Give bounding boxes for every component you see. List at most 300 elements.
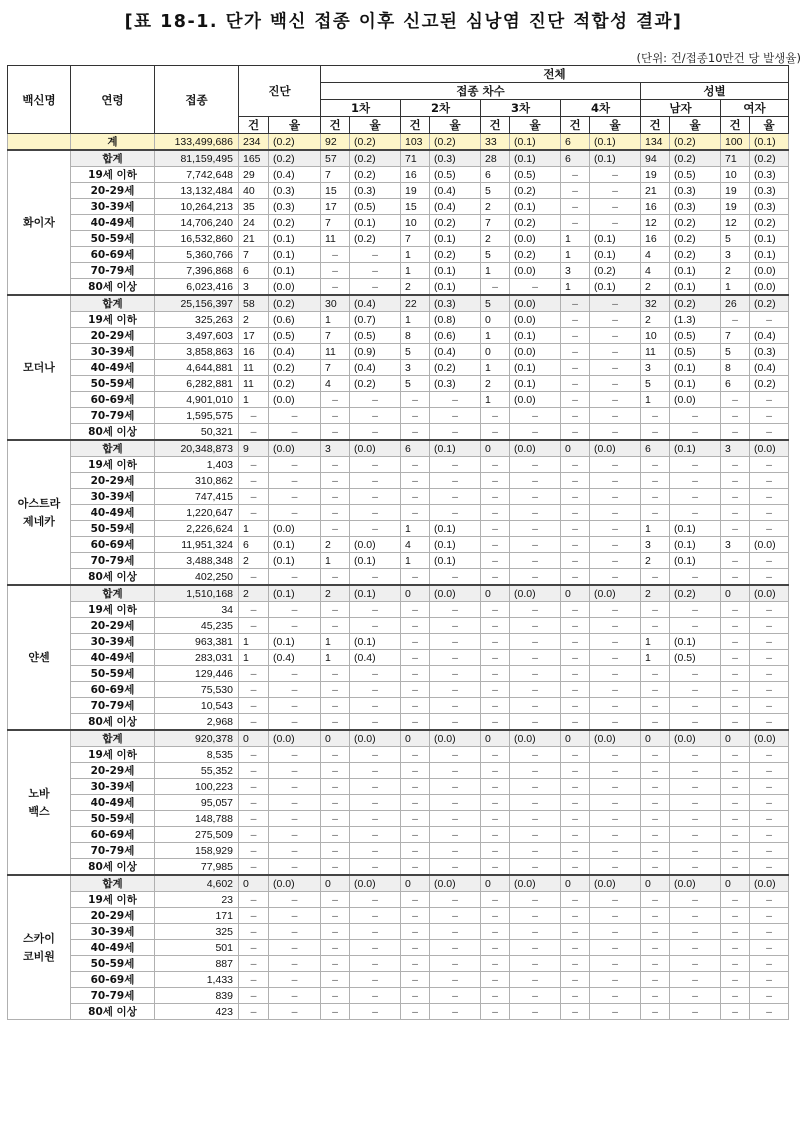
grand-total-row xyxy=(8,134,789,151)
count-cell: – xyxy=(641,940,670,956)
count-cell: 1 xyxy=(481,360,510,376)
doses-cell: 16,532,860 xyxy=(155,231,239,247)
count-cell: 1 xyxy=(239,392,269,408)
count-cell: – xyxy=(321,843,350,859)
count-cell: – xyxy=(481,714,510,731)
rate-cell: – xyxy=(269,892,321,908)
table-row xyxy=(8,666,789,682)
age-cell: 40-49세 xyxy=(71,505,155,521)
pericarditis-table xyxy=(7,65,789,1020)
count-cell: 2 xyxy=(641,279,670,296)
count-cell: – xyxy=(721,859,750,876)
rate-cell: – xyxy=(350,908,401,924)
count-cell: 16 xyxy=(641,231,670,247)
count-cell: – xyxy=(721,714,750,731)
count-cell: – xyxy=(321,940,350,956)
rate-cell: – xyxy=(590,602,641,618)
header-rate: 율 xyxy=(670,117,721,134)
subtotal-row xyxy=(8,295,789,312)
rate-cell: (0.3) xyxy=(269,183,321,199)
rate-cell: (0.1) xyxy=(350,585,401,602)
rate-cell: – xyxy=(269,489,321,505)
rate-cell: – xyxy=(430,811,481,827)
vaccine-name xyxy=(8,585,71,730)
table-row xyxy=(8,1004,789,1020)
count-cell: – xyxy=(721,569,750,586)
rate-cell: (0.4) xyxy=(430,199,481,215)
rate-cell: – xyxy=(350,682,401,698)
doses-cell: 158,929 xyxy=(155,843,239,859)
count-cell: 17 xyxy=(239,328,269,344)
rate-cell: (0.1) xyxy=(510,376,561,392)
doses-cell: 920,378 xyxy=(155,730,239,747)
count-cell: – xyxy=(321,827,350,843)
rate-cell: – xyxy=(590,988,641,1004)
count-cell: 35 xyxy=(239,199,269,215)
count-cell: 0 xyxy=(321,875,350,892)
age-cell: 19세 이하 xyxy=(71,602,155,618)
count-cell: 2 xyxy=(641,312,670,328)
rate-cell: (0.1) xyxy=(430,263,481,279)
rate-cell: – xyxy=(590,908,641,924)
count-cell: – xyxy=(561,376,590,392)
rate-cell: – xyxy=(350,602,401,618)
count-cell: 19 xyxy=(721,183,750,199)
count-cell: – xyxy=(239,988,269,1004)
age-cell: 80세 이상 xyxy=(71,1004,155,1020)
rate-cell: – xyxy=(670,666,721,682)
rate-cell: (0.4) xyxy=(269,344,321,360)
header-second-dose: 2차 xyxy=(401,100,481,117)
count-cell: – xyxy=(481,602,510,618)
rate-cell: (0.0) xyxy=(510,392,561,408)
rate-cell: – xyxy=(670,779,721,795)
doses-cell: 6,282,881 xyxy=(155,376,239,392)
table-row xyxy=(8,908,789,924)
rate-cell: (0.0) xyxy=(350,730,401,747)
count-cell: 2 xyxy=(481,231,510,247)
age-cell: 20-29세 xyxy=(71,763,155,779)
header-count: 건 xyxy=(561,117,590,134)
doses-cell: 133,499,686 xyxy=(155,134,239,151)
rate-cell: (0.1) xyxy=(590,279,641,296)
count-cell: – xyxy=(721,424,750,441)
rate-cell: (0.1) xyxy=(430,537,481,553)
rate-cell: (0.4) xyxy=(430,344,481,360)
rate-cell: – xyxy=(430,859,481,876)
rate-cell: (0.1) xyxy=(269,585,321,602)
count-cell: – xyxy=(641,892,670,908)
count-cell: – xyxy=(721,811,750,827)
rate-cell: – xyxy=(590,489,641,505)
count-cell: – xyxy=(721,795,750,811)
count-cell: 6 xyxy=(641,440,670,457)
doses-cell: 887 xyxy=(155,956,239,972)
count-cell: – xyxy=(561,795,590,811)
rate-cell: – xyxy=(670,859,721,876)
rate-cell: – xyxy=(510,666,561,682)
count-cell: – xyxy=(481,424,510,441)
count-cell: – xyxy=(481,763,510,779)
count-cell: 0 xyxy=(481,312,510,328)
table-row xyxy=(8,473,789,489)
count-cell: – xyxy=(561,779,590,795)
age-cell: 70-79세 xyxy=(71,553,155,569)
count-cell: 1 xyxy=(561,279,590,296)
count-cell: 1 xyxy=(321,634,350,650)
rate-cell: – xyxy=(750,763,789,779)
count-cell: – xyxy=(561,457,590,473)
rate-cell: – xyxy=(350,618,401,634)
table-row xyxy=(8,827,789,843)
table-row xyxy=(8,312,789,328)
rate-cell: (0.0) xyxy=(750,730,789,747)
header-sex: 성별 xyxy=(641,83,789,100)
rate-cell: – xyxy=(670,763,721,779)
count-cell: – xyxy=(561,988,590,1004)
rate-cell: – xyxy=(750,827,789,843)
count-cell: – xyxy=(561,167,590,183)
rate-cell: – xyxy=(430,602,481,618)
count-cell: – xyxy=(561,360,590,376)
age-cell: 50-59세 xyxy=(71,666,155,682)
count-cell: – xyxy=(239,666,269,682)
count-cell: 1 xyxy=(321,650,350,666)
rate-cell: – xyxy=(430,489,481,505)
count-cell: 1 xyxy=(641,634,670,650)
count-cell: – xyxy=(561,489,590,505)
count-cell: – xyxy=(641,457,670,473)
doses-cell: 325 xyxy=(155,924,239,940)
rate-cell: (0.4) xyxy=(750,360,789,376)
rate-cell: – xyxy=(269,618,321,634)
rate-cell: (0.1) xyxy=(350,215,401,231)
count-cell: 1 xyxy=(641,392,670,408)
age-cell: 50-59세 xyxy=(71,956,155,972)
count-cell: – xyxy=(239,940,269,956)
rate-cell: – xyxy=(590,843,641,859)
count-cell: – xyxy=(401,505,430,521)
count-cell: – xyxy=(239,956,269,972)
rate-cell: – xyxy=(350,972,401,988)
rate-cell: – xyxy=(350,811,401,827)
rate-cell: (0.0) xyxy=(510,231,561,247)
rate-cell: – xyxy=(510,408,561,424)
count-cell: – xyxy=(239,795,269,811)
rate-cell: – xyxy=(269,424,321,441)
rate-cell: – xyxy=(590,859,641,876)
header-count: 건 xyxy=(641,117,670,134)
rate-cell: – xyxy=(510,537,561,553)
rate-cell: – xyxy=(510,956,561,972)
count-cell: – xyxy=(641,859,670,876)
rate-cell: – xyxy=(510,682,561,698)
rate-cell: (0.4) xyxy=(750,328,789,344)
count-cell: – xyxy=(401,859,430,876)
rate-cell: (0.0) xyxy=(430,585,481,602)
vaccine-name-line: 아스트라 xyxy=(17,496,61,510)
table-row xyxy=(8,505,789,521)
rate-cell: – xyxy=(510,714,561,731)
rate-cell: (0.1) xyxy=(510,199,561,215)
count-cell: – xyxy=(321,795,350,811)
count-cell: – xyxy=(401,843,430,859)
rate-cell: – xyxy=(750,392,789,408)
rate-cell: – xyxy=(269,795,321,811)
count-cell: – xyxy=(401,972,430,988)
rate-cell: (0.2) xyxy=(670,231,721,247)
count-cell: 2 xyxy=(401,279,430,296)
rate-cell: – xyxy=(590,747,641,763)
rate-cell: (0.1) xyxy=(670,263,721,279)
doses-cell: 402,250 xyxy=(155,569,239,586)
rate-cell: (0.1) xyxy=(269,231,321,247)
rate-cell: – xyxy=(670,843,721,859)
count-cell: 5 xyxy=(481,247,510,263)
rate-cell: (0.3) xyxy=(430,376,481,392)
count-cell: – xyxy=(401,827,430,843)
table-row xyxy=(8,795,789,811)
header-rate: 율 xyxy=(430,117,481,134)
rate-cell: – xyxy=(510,473,561,489)
rate-cell: (0.0) xyxy=(510,875,561,892)
age-cell: 30-39세 xyxy=(71,199,155,215)
rate-cell: (0.1) xyxy=(510,134,561,151)
rate-cell: – xyxy=(510,1004,561,1020)
count-cell: – xyxy=(721,763,750,779)
count-cell: – xyxy=(641,682,670,698)
count-cell: – xyxy=(481,988,510,1004)
rate-cell: (0.0) xyxy=(510,730,561,747)
rate-cell: – xyxy=(269,714,321,731)
rate-cell: (0.0) xyxy=(510,312,561,328)
rate-cell: – xyxy=(670,569,721,586)
subtotal-row xyxy=(8,730,789,747)
count-cell: 3 xyxy=(321,440,350,457)
rate-cell: – xyxy=(590,924,641,940)
table-row xyxy=(8,747,789,763)
rate-cell: – xyxy=(430,972,481,988)
doses-cell: 20,348,873 xyxy=(155,440,239,457)
count-cell: – xyxy=(721,843,750,859)
vaccine-name-line: 스카이 xyxy=(23,931,55,945)
count-cell: – xyxy=(641,924,670,940)
count-cell: – xyxy=(561,618,590,634)
count-cell: – xyxy=(401,956,430,972)
count-cell: – xyxy=(561,843,590,859)
count-cell: 2 xyxy=(481,199,510,215)
count-cell: – xyxy=(721,618,750,634)
rate-cell: – xyxy=(510,843,561,859)
rate-cell: – xyxy=(750,956,789,972)
header-count: 건 xyxy=(481,117,510,134)
count-cell: 12 xyxy=(721,215,750,231)
count-cell: 8 xyxy=(721,360,750,376)
count-cell: – xyxy=(401,747,430,763)
count-cell: 58 xyxy=(239,295,269,312)
age-cell: 60-69세 xyxy=(71,972,155,988)
rate-cell: – xyxy=(750,859,789,876)
rate-cell: – xyxy=(350,843,401,859)
count-cell: 9 xyxy=(239,440,269,457)
count-cell: 0 xyxy=(641,875,670,892)
count-cell: 1 xyxy=(641,650,670,666)
table-row xyxy=(8,569,789,586)
count-cell: – xyxy=(481,505,510,521)
count-cell: 5 xyxy=(641,376,670,392)
count-cell: 7 xyxy=(239,247,269,263)
rate-cell: (0.1) xyxy=(590,231,641,247)
count-cell: – xyxy=(641,795,670,811)
rate-cell: – xyxy=(590,183,641,199)
age-cell: 30-39세 xyxy=(71,924,155,940)
table-row xyxy=(8,956,789,972)
doses-cell: 6,023,416 xyxy=(155,279,239,296)
rate-cell: (0.0) xyxy=(269,730,321,747)
rate-cell: – xyxy=(590,344,641,360)
rate-cell: (0.2) xyxy=(750,150,789,167)
header-dose-order: 접종 차수 xyxy=(321,83,641,100)
count-cell: 3 xyxy=(239,279,269,296)
rate-cell: – xyxy=(590,360,641,376)
rate-cell: – xyxy=(350,505,401,521)
count-cell: – xyxy=(561,827,590,843)
count-cell: 4 xyxy=(641,263,670,279)
age-cell: 60-69세 xyxy=(71,392,155,408)
rate-cell: – xyxy=(269,988,321,1004)
count-cell: – xyxy=(321,263,350,279)
rate-cell: – xyxy=(350,521,401,537)
count-cell: – xyxy=(561,569,590,586)
count-cell: – xyxy=(641,843,670,859)
count-cell: – xyxy=(641,505,670,521)
count-cell: – xyxy=(401,457,430,473)
count-cell: 94 xyxy=(641,150,670,167)
count-cell: 6 xyxy=(401,440,430,457)
table-row xyxy=(8,843,789,859)
rate-cell: – xyxy=(590,553,641,569)
count-cell: 1 xyxy=(401,521,430,537)
rate-cell: – xyxy=(590,569,641,586)
rate-cell: (0.3) xyxy=(430,295,481,312)
age-cell: 50-59세 xyxy=(71,521,155,537)
count-cell: 0 xyxy=(239,875,269,892)
grand-total-spacer xyxy=(8,134,71,151)
rate-cell: – xyxy=(350,392,401,408)
rate-cell: – xyxy=(510,988,561,1004)
table-row xyxy=(8,279,789,296)
rate-cell: – xyxy=(269,408,321,424)
doses-cell: 1,403 xyxy=(155,457,239,473)
rate-cell: (0.0) xyxy=(750,440,789,457)
count-cell: 0 xyxy=(401,730,430,747)
rate-cell: (0.4) xyxy=(350,650,401,666)
doses-cell: 77,985 xyxy=(155,859,239,876)
rate-cell: (0.5) xyxy=(670,344,721,360)
rate-cell: (0.2) xyxy=(430,247,481,263)
rate-cell: – xyxy=(670,457,721,473)
count-cell: – xyxy=(321,972,350,988)
count-cell: – xyxy=(721,924,750,940)
header-diagnosis: 진단 xyxy=(239,66,321,117)
age-cell: 20-29세 xyxy=(71,618,155,634)
rate-cell: (0.0) xyxy=(350,440,401,457)
rate-cell: (0.4) xyxy=(269,650,321,666)
count-cell: 6 xyxy=(721,376,750,392)
count-cell: 11 xyxy=(239,360,269,376)
rate-cell: – xyxy=(430,682,481,698)
rate-cell: (0.0) xyxy=(510,585,561,602)
header-count: 건 xyxy=(321,117,350,134)
count-cell: 5 xyxy=(481,295,510,312)
count-cell: – xyxy=(721,473,750,489)
count-cell: – xyxy=(401,602,430,618)
rate-cell: (0.1) xyxy=(269,247,321,263)
rate-cell: (0.5) xyxy=(670,167,721,183)
rate-cell: (0.2) xyxy=(590,263,641,279)
vaccine-name-line: 제네카 xyxy=(23,514,55,528)
count-cell: – xyxy=(401,795,430,811)
count-cell: 10 xyxy=(721,167,750,183)
count-cell: – xyxy=(481,408,510,424)
rate-cell: – xyxy=(510,457,561,473)
count-cell: 5 xyxy=(721,344,750,360)
rate-cell: – xyxy=(350,747,401,763)
rate-cell: (0.2) xyxy=(350,150,401,167)
count-cell: 17 xyxy=(321,199,350,215)
vaccine-name xyxy=(8,875,71,1020)
rate-cell: – xyxy=(269,666,321,682)
count-cell: – xyxy=(561,811,590,827)
doses-cell: 4,644,881 xyxy=(155,360,239,376)
rate-cell: – xyxy=(430,424,481,441)
count-cell: – xyxy=(641,908,670,924)
rate-cell: (0.1) xyxy=(510,328,561,344)
rate-cell: (0.2) xyxy=(750,376,789,392)
rate-cell: – xyxy=(510,763,561,779)
rate-cell: (0.4) xyxy=(350,295,401,312)
count-cell: 11 xyxy=(239,376,269,392)
rate-cell: – xyxy=(590,408,641,424)
count-cell: 6 xyxy=(561,134,590,151)
count-cell: – xyxy=(561,295,590,312)
rate-cell: – xyxy=(590,295,641,312)
count-cell: – xyxy=(561,328,590,344)
rate-cell: (0.2) xyxy=(269,150,321,167)
rate-cell: (0.5) xyxy=(670,650,721,666)
rate-cell: (0.8) xyxy=(430,312,481,328)
count-cell: – xyxy=(561,553,590,569)
count-cell: – xyxy=(481,537,510,553)
rate-cell: (0.2) xyxy=(269,295,321,312)
rate-cell: – xyxy=(750,843,789,859)
rate-cell: – xyxy=(350,779,401,795)
rate-cell: – xyxy=(350,795,401,811)
rate-cell: – xyxy=(269,505,321,521)
count-cell: – xyxy=(321,473,350,489)
rate-cell: (0.1) xyxy=(269,537,321,553)
count-cell: – xyxy=(561,183,590,199)
count-cell: – xyxy=(721,908,750,924)
doses-cell: 283,031 xyxy=(155,650,239,666)
table-row xyxy=(8,811,789,827)
header-count: 건 xyxy=(401,117,430,134)
rate-cell: (0.0) xyxy=(670,730,721,747)
count-cell: – xyxy=(321,698,350,714)
rate-cell: – xyxy=(750,908,789,924)
rate-cell: (0.3) xyxy=(269,199,321,215)
rate-cell: (0.0) xyxy=(269,279,321,296)
